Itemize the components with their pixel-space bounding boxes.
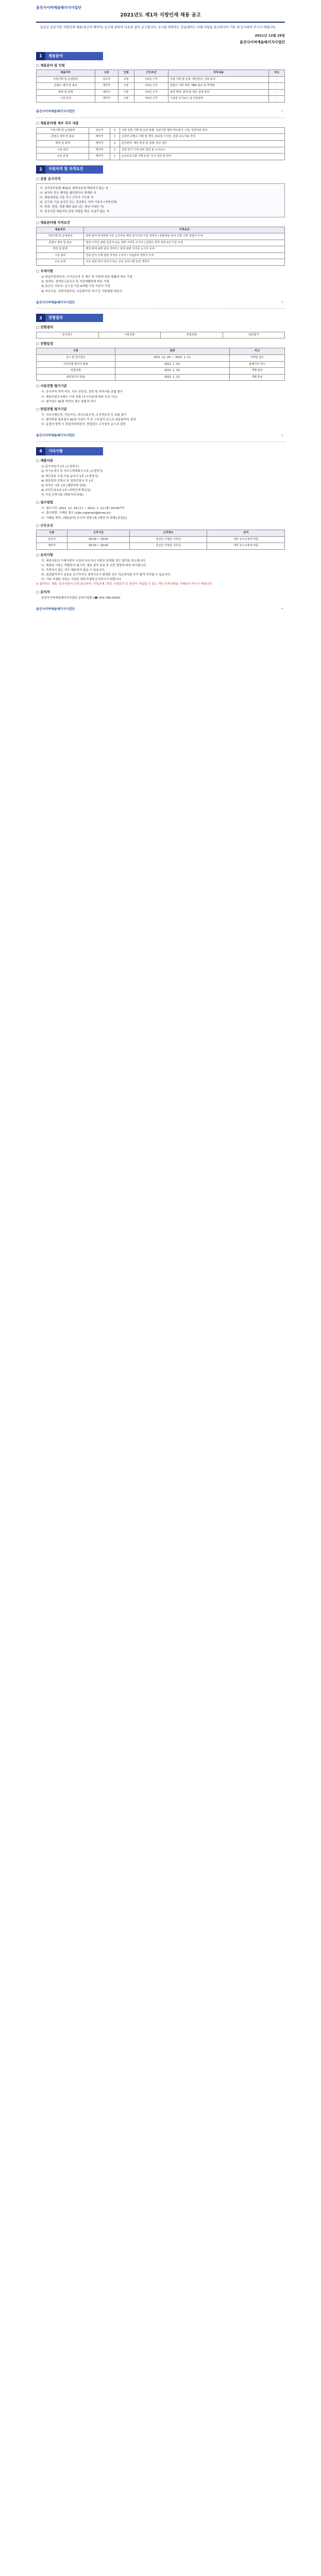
process-step: 서류전형 <box>98 332 161 338</box>
table-cell: 최종합격자 발표 <box>37 374 115 381</box>
process-table <box>36 332 285 339</box>
table-cell: 계약직 <box>89 134 110 141</box>
table-cell: 콘텐츠 제작 및 홍보 <box>37 240 84 246</box>
date-row <box>36 33 285 38</box>
table-header: 구분 <box>95 70 118 77</box>
table-cell: 콘텐츠 기획·제작, SNS 홍보 및 마케팅 <box>168 83 268 90</box>
table-row <box>37 536 285 543</box>
section-number: 4 <box>36 447 45 455</box>
table-cell: 2021. 12. 29. ~ 2022. 1. 11. <box>115 355 229 362</box>
org-logo: 울진사이버예술패키지사업단 <box>36 434 75 438</box>
table-cell: 일반 행정, 회계 및 예산 집행 관리 <box>168 89 268 96</box>
subsection-title: □ 근무조건 <box>36 523 53 528</box>
table-cell: 시설 관리 <box>37 96 95 103</box>
table-row <box>37 361 285 368</box>
qualifications-table <box>36 227 285 266</box>
list-item: 3) 개인정보 수집·이용 동의서 1부 (소정양식) <box>41 474 98 478</box>
document-title: 2021년도 제1차 지방인재 채용 공고 <box>120 12 201 19</box>
subsection-title: □ 전형절차 <box>36 325 53 330</box>
table-row <box>37 259 285 266</box>
table-row <box>37 543 285 550</box>
table-header: 자격요건 <box>84 227 285 233</box>
section-number: 3 <box>36 314 45 322</box>
section-title: 전형절차 <box>45 314 103 322</box>
table-cell: - <box>269 96 285 103</box>
list-item: 가. 직무수행능력, 전문지식, 의사소통능력, 조직적응력 등 종합 평가 <box>41 414 127 417</box>
list-item: 나. 채용인원의 5배수 이내 선발 (응시인원에 따라 조정 가능) <box>41 395 118 399</box>
issuer: 울진사이버예술패키지사업단 <box>240 40 285 44</box>
subsection-title: □ 공통 응시자격 <box>36 176 61 181</box>
table-row <box>37 140 285 147</box>
page-number: - 3 - <box>279 434 285 437</box>
section-content <box>0 325 321 427</box>
table-cell: 1 <box>110 127 120 134</box>
table-cell: 교육 운영 <box>37 259 84 266</box>
list-item: 다. 채용예정일 기준 즉시 근무가 가능한 자 <box>40 196 94 200</box>
org-logo: 울진사이버예술패키지사업단 <box>36 607 75 611</box>
table-cell: 사업기획 및 운영관리 <box>37 233 84 240</box>
notice-header <box>0 0 321 47</box>
table-cell: 2022. 1. 21. <box>115 374 229 381</box>
table-cell: 내부 보수규정에 따름 <box>207 536 285 543</box>
table-cell: 행정·회계 관련 분야 경력자 / 회계 관련 자격증 소지자 우대 <box>84 246 285 253</box>
list-item: 바. 공공기관 채용비리 관련 처벌을 받은 사실이 없는 자 <box>40 210 109 214</box>
subsection-title: □ 채용분야별 자격요건 <box>36 220 71 225</box>
page-break <box>0 110 321 114</box>
list-item: 나. 접수방법: 이메일 접수 (uljin-cyberart@korea.kr) <box>41 512 111 515</box>
contact-info: 울진사이버예술패키지사업단 운영지원팀 (☎ 054-789-5000) <box>41 596 121 600</box>
list-item: 6) 주민등록초본 1부 (지방인재 확인용) <box>41 488 91 492</box>
title-rule <box>36 22 285 23</box>
table-cell: 시설물 유지보수 및 안전관리 <box>168 96 268 103</box>
list-item: 나. 남자의 경우 병역을 필하였거나 면제된 자 <box>40 191 96 195</box>
table-cell: 온라인 콘텐츠 기획 및 제작, 홍보물 디자인, 언론 보도자료 작성 <box>120 134 284 141</box>
list-item: 다. 동점자 발생 시 취업지원대상자, 면접점수 고득점자 순으로 결정 <box>41 423 126 427</box>
table-cell: 2022. 1. 19. <box>115 368 229 375</box>
table-row <box>37 246 285 253</box>
table-cell: 계약직 <box>37 543 67 550</box>
table-cell: 주5일 근무 <box>134 89 168 96</box>
list-item: 나. 제출된 서류는 반환하지 않으며, 채용 절차 종료 후 관련 법령에 따라 파기합니다. <box>41 564 147 567</box>
list-item: 가. 접수기간: 2021. 12. 29.(수) ~ 2022. 1. 11.(화) 18:00까지 <box>41 507 125 511</box>
section-band <box>36 52 103 60</box>
table-cell: 정규직 <box>89 127 110 134</box>
section-band <box>36 447 103 455</box>
table-cell: 개별 통보 <box>230 374 285 381</box>
table-cell: 계약직 <box>95 89 118 96</box>
subsection-title: □ 제출서류 <box>36 459 53 463</box>
page-break <box>0 607 321 612</box>
org-tag: 울진사이버예술패키지사업단 <box>36 6 81 10</box>
list-item: 4) 저소득층, 북한이탈주민, 다문화가정 자녀 등 사회형평 대상자 <box>41 290 122 293</box>
section-title: 기타사항 <box>45 447 103 455</box>
section-content <box>0 63 321 103</box>
section-number: 1 <box>36 52 45 60</box>
list-item: 4) 최종학력 증명서 및 경력증명서 각 1부 <box>41 479 94 483</box>
table-row <box>37 154 285 160</box>
table-cell: 공고 및 원서접수 <box>37 355 115 362</box>
page-number: - 4 - <box>279 607 285 611</box>
subsection-title: □ 채용분야 및 인원 <box>36 63 65 68</box>
table-cell: 1명 <box>118 76 134 83</box>
table-header: 근무조건 <box>134 70 168 77</box>
list-item: 다. 평가점수 60점 미만인 경우 불합격 처리 <box>41 400 96 403</box>
table-header: 일정 <box>115 348 229 355</box>
list-item: 1) 입사지원서 1부 (소정양식) <box>41 465 79 469</box>
table-cell: 콘텐츠 제작 및 홍보 <box>37 134 89 141</box>
table-cell: 면접전형 <box>37 368 115 375</box>
page-break <box>0 434 321 438</box>
table-cell: 1 <box>110 134 120 141</box>
table-row <box>37 374 285 381</box>
list-item: 나. 평가위원 평균점수 60점 이상인 자 중 고득점자 순으로 최종합격자 결정 <box>41 418 136 422</box>
subsection-title: □ 전형일정 <box>36 342 53 346</box>
table-header: 구분 <box>37 530 67 536</box>
table-header: 채용직무 <box>37 70 95 77</box>
subsection-title: □ 서류전형 평가기준 <box>36 384 67 388</box>
table-cell: 콘텐츠 제작 및 홍보 <box>37 83 95 90</box>
table-cell: 주5일 근무 <box>134 76 168 83</box>
table-header: 급여 <box>207 530 285 536</box>
list-item: 마. 기타 자세한 사항은 사업단 담당자에게 문의하시기 바랍니다. <box>41 578 122 582</box>
list-item: 5) 자격증 사본 1부 (해당자에 한함) <box>41 484 87 487</box>
table-cell: - <box>269 83 285 90</box>
table-cell: 계약직 <box>89 154 110 160</box>
subsection-title: □ 채용분야별 세부 직무 내용 <box>36 121 79 125</box>
table-cell: 행정 및 회계 <box>37 140 89 147</box>
table-cell: 홈페이지 게시 <box>230 361 285 368</box>
section-content <box>0 459 321 600</box>
table-cell: 1명 <box>118 89 134 96</box>
table-cell: 울진군 사업단 사무실 <box>129 543 207 550</box>
table-cell: 사업 전반 기획 및 운영 총괄, 유관기관 협력 네트워크 구축, 성과지표 관리 <box>120 127 284 134</box>
list-item: 7) 가점 증빙서류 (해당자에 한함) <box>41 493 84 497</box>
section-band <box>36 165 103 174</box>
table-row <box>37 233 285 240</box>
subsection-title: □ 면접전형 평가기준 <box>36 406 67 411</box>
table-row <box>37 83 285 90</box>
list-item: 3) 울진군 거주자: 공고일 기준 6개월 이상 거주자 가점 <box>41 285 110 289</box>
table-row <box>37 240 285 246</box>
page-break <box>0 301 321 306</box>
process-step: 원서접수 <box>37 332 99 338</box>
table-row <box>37 76 285 83</box>
table-cell: 계약직 <box>89 140 110 147</box>
table-cell: 행정 및 회계 <box>37 246 84 253</box>
table-cell: 정규직 <box>37 536 67 543</box>
blind-hiring-notice: ※ 블라인드 채용: 입사지원서 등에 출신지역, 가족관계, 학력, 신체조건 등 편견이 개입될 수 있는 개인 인적사항을 기재하지 마시기 바랍니다. <box>36 583 213 586</box>
list-item: 라. 공고일 기준 울진군 또는 경상북도 지역 거주자 (지방인재) <box>40 201 117 205</box>
table-cell: 1명 <box>118 83 134 90</box>
section-number: 2 <box>36 165 45 174</box>
table-cell: 교육 운영 <box>37 154 89 160</box>
page-number: - 2 - <box>279 301 285 304</box>
table-header: 비고 <box>230 348 285 355</box>
table-cell: 계약직 <box>95 83 118 90</box>
table-cell: 교육 관련 분야 전공자 또는 교육 프로그램 운영 경력자 <box>84 259 285 266</box>
org-logo: 울진사이버예술패키지사업단 <box>36 109 75 113</box>
table-header: 채용직무 <box>37 227 84 233</box>
table-row <box>37 127 285 134</box>
job-detail-table <box>36 127 285 160</box>
subsection-title: □ 우대사항 <box>36 268 53 273</box>
table-cell: 정규직 <box>95 76 118 83</box>
list-item: 가. 제출서류의 기재사항이 사실과 다르거나 허위로 판명될 경우 합격을 취소합니다. <box>41 559 146 563</box>
intro-paragraph: 울진군 공공기관 지방인재 채용(정규직·계약직) 공고에 관하여 다음과 같이 공고합니다. 응시를 희망하는 분들께서는 아래 사항을 참고하시어 기한 내 응시하여 주시기 바랍니다. <box>40 25 277 29</box>
list-item: 가. 응시자격 적격 여부, 직무 관련성, 경력 및 자격사항 종합 평가 <box>41 391 123 394</box>
section-content <box>0 177 321 294</box>
table-row <box>37 96 285 103</box>
table-cell: 1 <box>110 140 120 147</box>
table-cell: 영상·디자인 관련 전공자 또는 관련 자격증 소지자 / 콘텐츠 제작 경력 1년 이상 우대 <box>84 240 285 246</box>
table-cell: 09:00 ~ 18:00 <box>67 543 129 550</box>
table-row <box>37 368 285 375</box>
table-cell: 개별 통보 <box>230 368 285 375</box>
table-cell: 이메일 접수 <box>230 355 285 362</box>
process-step: 최종합격 <box>223 332 285 338</box>
common-qualifications-box <box>36 183 285 217</box>
section-content <box>0 121 321 160</box>
org-logo: 울진사이버예술패키지사업단 <box>36 300 75 304</box>
table-row <box>37 134 285 141</box>
table-header: 비고 <box>269 70 285 77</box>
table-cell: 울진군 사업단 사무실 <box>129 536 207 543</box>
table-cell: 주5일 근무 <box>134 83 168 90</box>
table-cell: 내부 보수규정에 따름 <box>207 543 285 550</box>
table-cell: 계약직 <box>89 147 110 154</box>
list-item: 라. 최종합격자가 임용을 포기하거나 결격사유가 발생한 경우 차순위자를 추가 합격 처리할 수 있습니다. <box>41 573 171 577</box>
schedule-table <box>36 348 285 381</box>
list-item: 가. 국가공무원법 제33조 결격사유에 해당하지 않는 자 <box>40 187 109 190</box>
table-cell: 사업기획 및 운영관리 <box>37 76 95 83</box>
subsection-title: □ 접수방법 <box>36 500 53 505</box>
table-cell: 1 <box>110 154 120 160</box>
table-cell: 서류전형 합격자 발표 <box>37 361 115 368</box>
section-title: 채용분야 <box>45 52 103 60</box>
conditions-table <box>36 530 285 550</box>
table-cell: 사업기획 및 운영관리 <box>37 127 89 134</box>
table-cell: 건축·전기·기계 설비 점검 및 유지보수 <box>120 147 284 154</box>
table-row <box>37 147 285 154</box>
table-header: 직무내용 <box>168 70 268 77</box>
table-cell: - <box>269 89 285 96</box>
table-row <box>37 252 285 259</box>
list-item: 2) 자기소개서 및 직무수행계획서 1부 (소정양식) <box>41 470 103 473</box>
list-item: 마. 학력, 연령, 성별 제한 없음 (단, 정년 이내인 자) <box>40 206 104 209</box>
table-cell: 1 <box>110 147 120 154</box>
table-cell: 문서관리, 예산 편성 및 집행, 정산 업무 <box>120 140 284 147</box>
process-step: 면접전형 <box>161 332 223 338</box>
list-item: 다. 이메일 제목: [채용분야] 응시자 성명 (예: [행정 및 회계] 홍길동) <box>41 516 127 520</box>
table-cell: 1명 <box>118 96 134 103</box>
table-cell: - <box>269 76 285 83</box>
page-divider <box>36 117 285 118</box>
table-header: 근무장소 <box>129 530 207 536</box>
table-cell: 사업 기획 및 운영, 예산관리, 성과 분석 <box>168 76 268 83</box>
table-row <box>37 89 285 96</box>
table-cell: 계약직 <box>95 96 118 103</box>
table-cell: 09:00 ~ 18:00 <box>67 536 129 543</box>
section-title: 지원자격 및 자격요건 <box>45 165 103 174</box>
table-cell: 건축·전기·기계 관련 자격증 소지자 / 시설관리 경력자 우대 <box>84 252 285 259</box>
section-band <box>36 314 103 322</box>
positions-table <box>36 70 285 103</box>
table-header: 근무시간 <box>67 530 129 536</box>
table-cell: 2022. 1. 14. <box>115 361 229 368</box>
table-cell: 시설 관리 <box>37 252 84 259</box>
notice-date: 2021년 12월 29일 <box>255 33 285 38</box>
table-header: 구분 <box>37 348 115 355</box>
page-number: - 1 - <box>279 110 285 113</box>
list-item: 2) 장애인: 장애인고용촉진 및 직업재활법에 따른 가점 <box>41 280 109 284</box>
subsection-title: □ 문의처 <box>36 589 50 594</box>
list-item: 1) 취업지원대상자: 국가유공자 등 예우 및 지원에 관한 법률에 따른 가점 <box>41 276 132 279</box>
page-divider <box>36 308 285 309</box>
table-cell: 시설 관리 <box>37 147 89 154</box>
subsection-title: □ 유의사항 <box>36 552 53 557</box>
table-header: 인원 <box>118 70 134 77</box>
table-cell: 주5일 근무 <box>134 96 168 103</box>
table-row <box>37 355 285 362</box>
table-cell: 관련 분야 학사학위 이상 소지자로 해당 분야 3년 이상 경력자 / 문화예술 분야 사업 기획 경험자 우대 <box>84 233 285 240</box>
list-item: 다. 적격자가 없는 경우 채용하지 않을 수 있습니다. <box>41 569 106 572</box>
table-cell: 교육프로그램 기획·운영, 강사 섭외 및 관리 <box>120 154 284 160</box>
table-cell: 행정 및 회계 <box>37 89 95 96</box>
table-row <box>37 332 285 338</box>
